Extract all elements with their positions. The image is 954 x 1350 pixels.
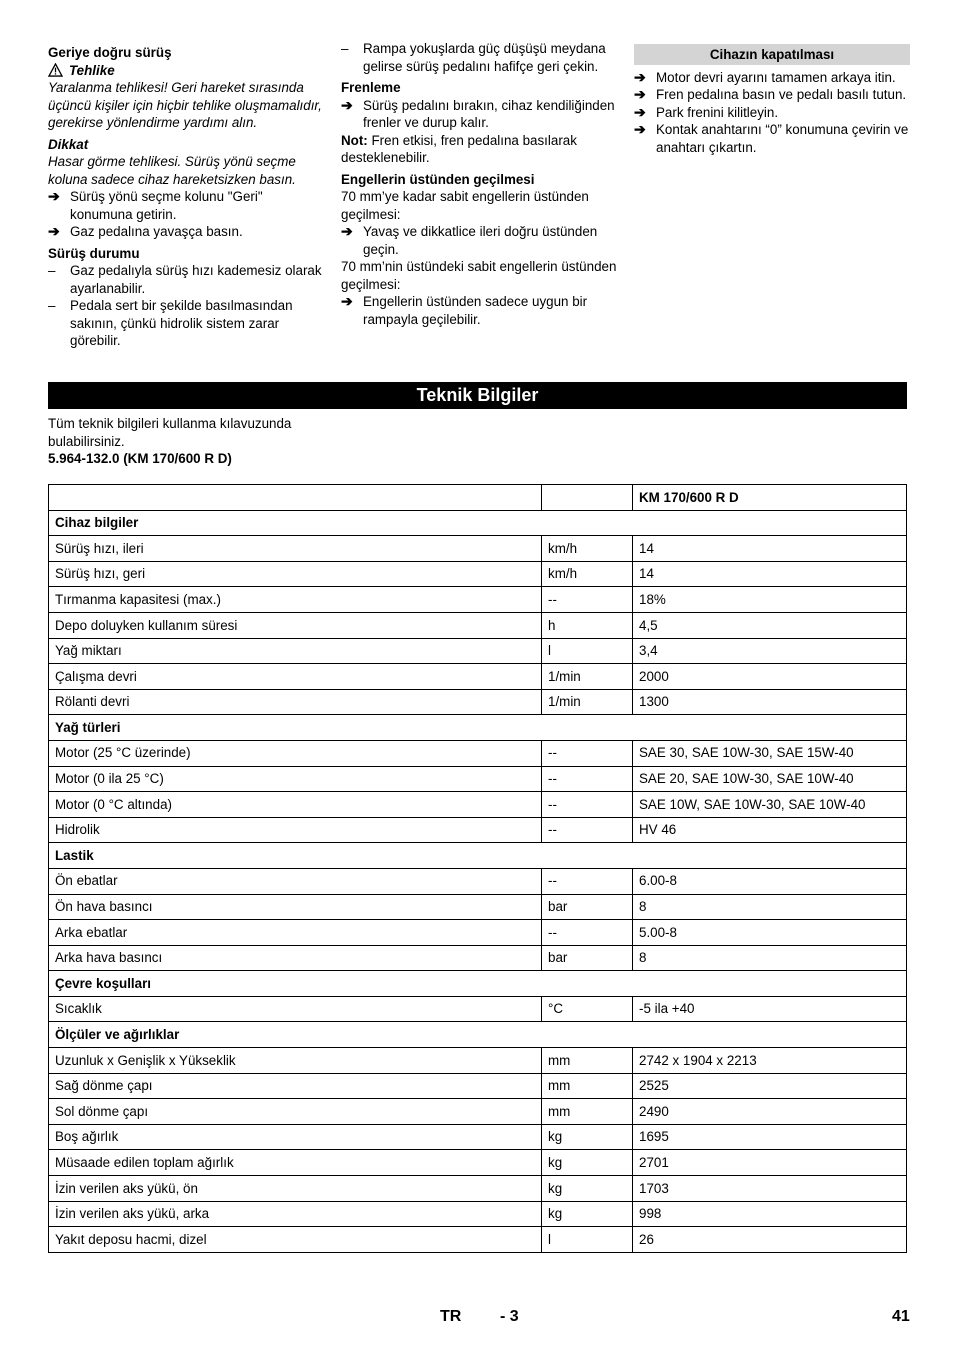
step-item <box>48 223 322 241</box>
arrow-right-icon: ➔ <box>634 121 646 137</box>
step-item <box>634 121 910 156</box>
warning-triangle-icon <box>48 63 63 77</box>
unit-cell: 1/min <box>542 664 633 690</box>
label-cell: Sağ dönme çapı <box>49 1073 542 1099</box>
arrow-right-icon: ➔ <box>48 188 60 204</box>
unit-cell: km/h <box>542 536 633 562</box>
unit-cell: bar <box>542 945 633 971</box>
step-item <box>634 104 910 122</box>
table-row <box>49 638 907 664</box>
table-row <box>49 945 907 971</box>
table-row <box>49 792 907 818</box>
label-cell: Sıcaklık <box>49 996 542 1022</box>
step-text: Engellerin üstünden sadece uygun bir rampayla geçilebilir. <box>363 294 588 327</box>
step-item <box>634 69 910 87</box>
obstacle-intro: 70 mm’nin üstündeki sabit engellerin üstünden geçilmesi: <box>341 259 617 292</box>
label-cell: İzin verilen aks yükü, arka <box>49 1201 542 1227</box>
label-cell: Yağ miktarı <box>49 638 542 664</box>
arrow-right-icon: ➔ <box>48 223 60 239</box>
label-cell: Çalışma devri <box>49 664 542 690</box>
section-label-cell: Ölçüler ve ağırlıklar <box>49 1022 907 1048</box>
arrow-right-icon: ➔ <box>634 68 646 85</box>
table-row <box>49 1124 907 1150</box>
dash-item <box>48 297 322 350</box>
heading-driving-mode: Sürüş durumu <box>48 245 140 261</box>
unit-cell: mm <box>542 1048 633 1074</box>
column-middle <box>341 40 617 328</box>
step-text: Sürüş pedalını bırakın, cihaz kendiliğinden frenler ve durup kalır. <box>363 97 615 130</box>
unit-cell: -- <box>542 817 633 843</box>
section-label-cell: Yağ türleri <box>49 715 907 741</box>
table-section-row <box>49 1022 907 1048</box>
header-empty-cell <box>49 485 542 511</box>
table-row <box>49 1176 907 1202</box>
unit-cell: bar <box>542 894 633 920</box>
label-cell: Müsaade edilen toplam ağırlık <box>49 1150 542 1176</box>
value-cell: 18% <box>633 587 907 613</box>
table-row <box>49 996 907 1022</box>
warning-label: Tehlike <box>69 62 115 78</box>
dash-text: Pedala sert bir şekilde basılmasından sakının, çünkü hidrolik sistem zarar görebilir. <box>70 298 293 348</box>
value-cell: SAE 10W, SAE 10W-30, SAE 10W-40 <box>633 792 907 818</box>
step-item <box>341 97 617 132</box>
value-cell: 3,4 <box>633 638 907 664</box>
section-label-cell: Cihaz bilgiler <box>49 510 907 536</box>
value-cell: 6.00-8 <box>633 868 907 894</box>
value-cell: 2000 <box>633 664 907 690</box>
label-cell: Motor (25 °C üzerinde) <box>49 740 542 766</box>
step-text: Sürüş yönü seçme kolunu "Geri" konumuna getirin. <box>70 189 263 222</box>
unit-cell: mm <box>542 1073 633 1099</box>
value-cell: 5.00-8 <box>633 920 907 946</box>
label-cell: Ön hava basıncı <box>49 894 542 920</box>
heading-obstacles: Engellerin üstünden geçilmesi <box>341 171 535 187</box>
label-cell: Hidrolik <box>49 817 542 843</box>
dash-bullet: – <box>341 41 349 56</box>
unit-cell: h <box>542 612 633 638</box>
table-row <box>49 894 907 920</box>
unit-cell: °C <box>542 996 633 1022</box>
table-row <box>49 868 907 894</box>
dash-bullet: – <box>48 263 56 278</box>
obstacle-intro: 70 mm’ye kadar sabit engellerin üstünden geçilmesi: <box>341 189 589 222</box>
table-row <box>49 1099 907 1125</box>
value-cell: SAE 20, SAE 10W-30, SAE 10W-40 <box>633 766 907 792</box>
value-cell: 14 <box>633 561 907 587</box>
label-cell: Motor (0 ila 25 °C) <box>49 766 542 792</box>
arrow-right-icon: ➔ <box>634 86 646 102</box>
label-cell: Arka hava basıncı <box>49 945 542 971</box>
unit-cell: l <box>542 638 633 664</box>
step-text: Motor devri ayarını tamamen arkaya itin. <box>656 69 896 85</box>
unit-cell: kg <box>542 1201 633 1227</box>
table-section-row <box>49 843 907 869</box>
heading-shutdown: Cihazın kapatılması <box>634 44 910 65</box>
arrow-right-icon: ➔ <box>341 223 353 239</box>
table-section-row <box>49 971 907 997</box>
value-cell: 2701 <box>633 1150 907 1176</box>
dash-item <box>48 262 322 297</box>
header-model-cell: KM 170/600 R D <box>633 485 907 511</box>
value-cell: 1300 <box>633 689 907 715</box>
value-cell: 2742 x 1904 x 2213 <box>633 1048 907 1074</box>
caution-text: Hasar görme tehlikesi. Sürüş yönü seçme koluna sadece cihaz hareketsizken basın. <box>48 154 296 187</box>
caution-label: Dikkat <box>48 136 89 152</box>
value-cell: -5 ila +40 <box>633 996 907 1022</box>
table-header-row <box>49 485 907 511</box>
step-text: Fren pedalına basın ve pedalı basılı tutun. <box>656 87 907 102</box>
technical-data-table <box>48 484 907 1253</box>
warning-text: Yaralanma tehlikesi! Geri hareket sırasında üçüncü kişiler için hiçbir tehlike oluşmamalıdır, gerekirse yönlendirme yardımı alın. <box>48 80 322 130</box>
label-cell: Rölanti devri <box>49 689 542 715</box>
column-right <box>634 44 910 156</box>
table-row <box>49 920 907 946</box>
label-cell: Ön ebatlar <box>49 868 542 894</box>
table-row <box>49 612 907 638</box>
header-empty-cell <box>542 485 633 511</box>
arrow-right-icon: ➔ <box>634 103 646 120</box>
dash-item <box>341 40 617 75</box>
table-row <box>49 561 907 587</box>
value-cell: SAE 30, SAE 10W-30, SAE 15W-40 <box>633 740 907 766</box>
unit-cell: mm <box>542 1099 633 1125</box>
unit-cell: kg <box>542 1150 633 1176</box>
section-label-cell: Çevre koşulları <box>49 971 907 997</box>
label-cell: Arka ebatlar <box>49 920 542 946</box>
unit-cell: -- <box>542 792 633 818</box>
dash-text: Gaz pedalıyla sürüş hızı kademesiz olarak ayarlanabilir. <box>70 263 322 296</box>
model-reference: 5.964-132.0 (KM 170/600 R D) <box>48 451 232 466</box>
step-item <box>634 86 910 104</box>
label-cell: Yakıt deposu hacmi, dizel <box>49 1227 542 1253</box>
unit-cell: 1/min <box>542 689 633 715</box>
value-cell: 998 <box>633 1201 907 1227</box>
note-text: Fren etkisi, fren pedalına basılarak desteklenebilir. <box>341 132 577 165</box>
table-row <box>49 766 907 792</box>
step-text: Gaz pedalına yavaşça basın. <box>70 224 243 239</box>
note-paragraph <box>341 132 617 167</box>
unit-cell: -- <box>542 868 633 894</box>
value-cell: 1695 <box>633 1124 907 1150</box>
step-text: Kontak anahtarını “0” konumuna çevirin ve anahtarı çıkartın. <box>656 122 909 155</box>
unit-cell: km/h <box>542 561 633 587</box>
arrow-right-icon: ➔ <box>341 293 353 309</box>
unit-cell: -- <box>542 766 633 792</box>
footer-language: TR <box>440 1308 462 1325</box>
dash-bullet: – <box>48 298 56 313</box>
value-cell: 2525 <box>633 1073 907 1099</box>
section-label-cell: Lastik <box>49 843 907 869</box>
table-row <box>49 664 907 690</box>
footer-page-number: 41 <box>892 1308 910 1325</box>
table-row <box>49 1048 907 1074</box>
arrow-right-icon: ➔ <box>341 96 353 113</box>
unit-cell: -- <box>542 740 633 766</box>
label-cell: Sürüş hızı, geri <box>49 561 542 587</box>
table-body <box>49 485 907 1253</box>
label-cell: İzin verilen aks yükü, ön <box>49 1176 542 1202</box>
table-section-row <box>49 510 907 536</box>
column-left <box>48 44 322 350</box>
step-item <box>341 293 617 328</box>
value-cell: 14 <box>633 536 907 562</box>
table-row <box>49 1150 907 1176</box>
unit-cell: -- <box>542 920 633 946</box>
table-row <box>49 587 907 613</box>
label-cell: Uzunluk x Genişlik x Yükseklik <box>49 1048 542 1074</box>
label-cell: Depo doluyken kullanım süresi <box>49 612 542 638</box>
footer-subpage: - 3 <box>500 1308 519 1325</box>
heading-braking: Frenleme <box>341 80 401 95</box>
warning-row <box>48 62 322 80</box>
value-cell: 26 <box>633 1227 907 1253</box>
table-row <box>49 740 907 766</box>
unit-cell: -- <box>542 587 633 613</box>
step-text: Yavaş ve dikkatlice ileri doğru üstünden geçin. <box>363 224 598 257</box>
unit-cell: l <box>542 1227 633 1253</box>
table-row <box>49 817 907 843</box>
table-row <box>49 1073 907 1099</box>
step-item <box>341 223 617 258</box>
value-cell: 8 <box>633 945 907 971</box>
label-cell: Tırmanma kapasitesi (max.) <box>49 587 542 613</box>
label-cell: Motor (0 °C altında) <box>49 792 542 818</box>
label-cell: Sürüş hızı, ileri <box>49 536 542 562</box>
value-cell: 8 <box>633 894 907 920</box>
heading-reverse-driving: Geriye doğru sürüş <box>48 45 172 60</box>
dash-text: Rampa yokuşlarda güç düşüşü meydana gelirse sürüş pedalını hafifçe geri çekin. <box>363 41 606 74</box>
note-label: Not: <box>341 132 368 148</box>
intro-text: Tüm teknik bilgileri kullanma kılavuzunda bulabilirsiniz. <box>48 416 292 449</box>
technical-intro <box>48 415 348 468</box>
value-cell: 2490 <box>633 1099 907 1125</box>
value-cell: 1703 <box>633 1176 907 1202</box>
label-cell: Boş ağırlık <box>49 1124 542 1150</box>
section-title-technical-data: Teknik Bilgiler <box>48 382 907 409</box>
step-item <box>48 188 322 223</box>
unit-cell: kg <box>542 1176 633 1202</box>
table-row <box>49 1201 907 1227</box>
table-row <box>49 1227 907 1253</box>
table-section-row <box>49 715 907 741</box>
step-text: Park frenini kilitleyin. <box>656 104 779 120</box>
label-cell: Sol dönme çapı <box>49 1099 542 1125</box>
table-row <box>49 536 907 562</box>
value-cell: 4,5 <box>633 612 907 638</box>
table-row <box>49 689 907 715</box>
unit-cell: kg <box>542 1124 633 1150</box>
value-cell: HV 46 <box>633 817 907 843</box>
